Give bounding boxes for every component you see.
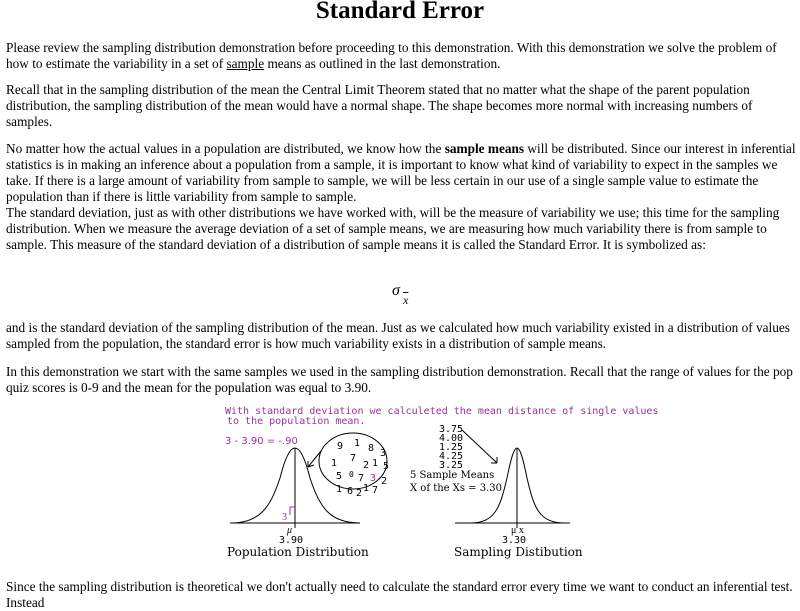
population-value: 7 [358,473,365,484]
distribution-diagram [215,403,659,563]
highlighted-population-value: 3 [370,473,377,484]
clt-paragraph: Recall that in the sampling distribution of the mean the Central Limit Theorem stated that no matter what the shape of the parent population distribution, the sampling distribution of the mean would have a normal shape. The shape becomes more normal with increasing numbers of samples. [6,82,753,129]
intro-text-end: means as outlined in the last demonstration. [264,56,501,71]
demonstration-paragraph: In this demonstration we start with the same samples we used in the sampling distribution demonstration. Recall that the range of values for the pop quiz scores is 0-9 and the mean for the population was equal to 3.90. [6,364,793,395]
sample-means-label: 5 Sample Means [410,470,495,481]
population-value: 0 [349,470,354,479]
population-value: 1 [336,484,343,495]
population-value: 1 [363,483,370,494]
sample-mean: 3.75 [439,424,464,435]
sample-means-bold: sample means [444,141,525,156]
population-value: 1 [331,458,338,469]
population-value: 7 [350,453,357,464]
sampling-distribution-caption: Sampling Distibution [454,545,583,559]
note-line-2: to the population mean. [227,416,366,427]
mu-x-bar-symbol: μ x [511,525,524,536]
population-value: 2 [363,460,370,471]
page-title: Standard Error [315,0,485,24]
theoretical-paragraph: Since the sampling distribution is theoretical we don't actually need to calculate the standard error every time we want to conduct an inferential test. Instead [6,579,793,610]
population-value: 2 [381,476,388,487]
sigma-symbol: σ [392,282,400,299]
population-value: 8 [368,443,375,454]
population-value: 9 [337,441,344,452]
note-line-1: With standard deviation we calculeted the mean distance of single values [225,406,659,417]
population-mean-value: 3.90 [279,535,304,546]
diagram-drawing [215,403,595,563]
x-bar-subscript: $\overline{x}$ [403,293,409,307]
sample-link[interactable]: sample [226,56,265,71]
sampling-mean-value: 3.30 [502,535,527,546]
mean-of-means-label: X of the Xs = 3.30 [410,483,503,494]
sample-means-arrow [462,430,497,463]
standard-error-symbol [392,283,432,313]
sample-means-text-start: No matter how the actual values in a population are distributed, we know how the [6,141,445,156]
sample-means-paragraph [6,141,798,205]
population-value: 3 [380,448,387,459]
population-value: 6 [347,486,354,497]
sample-means-text-end: will be distributed. Since our interest in inferential statistics is in making an inference about a population from a sample, it is important to know what kind of variability to expect in the samples we take. If there is a large amount of variability from sample to sample, we will be less certain in our use of a single sample value to estimate the population than if there is little variability from sample to sample. [6,141,796,204]
population-value: 1 [372,458,379,469]
population-value: 5 [336,471,343,482]
sample-mean: 3.25 [439,460,464,471]
intro-paragraph [6,40,798,72]
population-value: 2 [356,488,363,499]
population-value: 5 [383,461,390,472]
mu-symbol: μ [287,525,293,536]
definition-paragraph: and is the standard deviation of the sampling distribution of the mean. Just as we calculated how much variability existed in a distribution of values sampled from the population, the standard error is how much variability exists in a distribution of sample means. [6,320,790,351]
population-distribution-caption: Population Distribution [227,545,369,559]
standard-deviation-paragraph: The standard deviation, just as with other distributions we have worked with, will be the measure of variability we use; this time for the sampling distribution. When we measure the average deviation of a set of sample means, we are measuring how much variability there is from sample to sample. This measure of the standard deviation of a distribution of sample means it is called the Standard Error. It is symbolized as: [6,205,780,252]
sample-mean: 4.25 [439,451,464,462]
sample-mean: 4.00 [439,433,464,444]
sample-mean: 1.25 [439,442,464,453]
population-value: 7 [372,485,379,496]
population-value: 1 [354,438,361,449]
deviation-arrow [290,507,295,515]
highlighted-value-marker: 3 [282,512,287,523]
deviation-equation: 3 - 3.90 = -.90 [225,436,298,447]
intro-text-start: Please review the sampling distribution demonstration before proceeding to this demonstration. With this demonstration we solve the problem of how to estimate the variability in a set of [6,40,777,71]
